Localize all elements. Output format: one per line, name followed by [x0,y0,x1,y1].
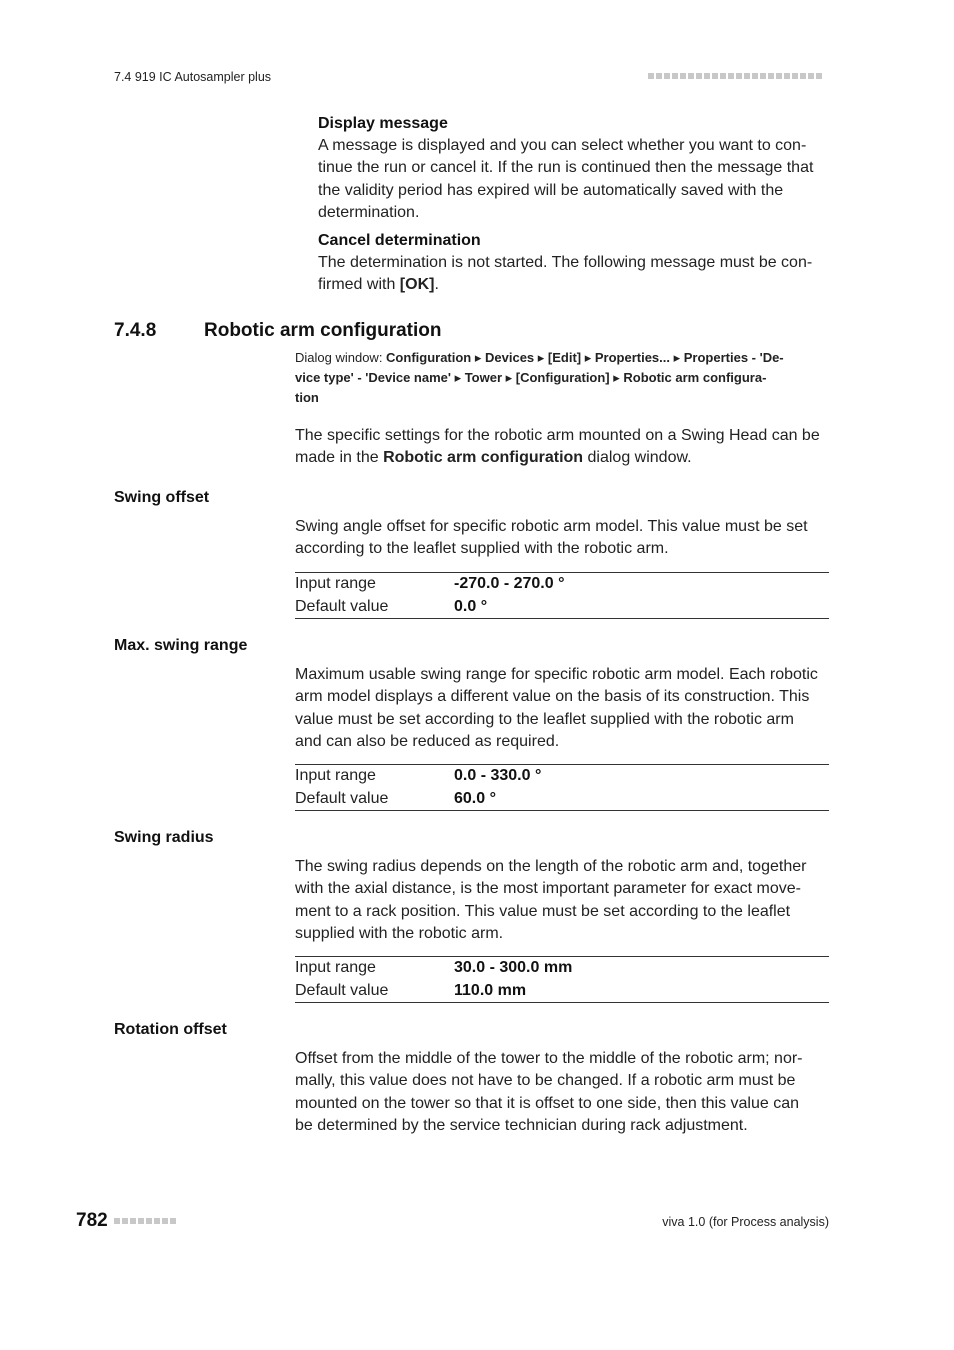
param-desc-line: Maximum usable swing range for specific robotic arm model. Each robotic [295,666,818,683]
param-desc-swing-offset [295,516,829,561]
input-range-row [295,957,829,980]
param-desc-line: The swing radius depends on the length of the robotic arm and, together [295,858,807,875]
text-run: made in the [295,449,384,467]
param-table-max-swing-range [295,764,829,811]
param-desc-line: arm model displays a different value on the basis of its construction. This [295,688,810,706]
input-range-label: Input range [295,959,376,976]
cancel-determination-line [318,274,830,296]
display-message-block [318,112,830,225]
dialog-path-text: vice type' - 'Device name' ▸ Tower ▸ [Configuration] ▸ Robotic arm configura- [295,369,767,385]
param-desc-line: mounted on the tower so that it is offset to one side, then this value can [295,1094,800,1112]
input-range-label: Input range [295,767,376,784]
display-message-line: A message is displayed and you can select whether you want to con- [318,137,807,154]
default-value-label: Default value [295,597,389,615]
cancel-determination-title: Cancel determination [318,232,481,249]
cancel-determination-block [318,229,830,297]
running-header: 7.4 919 IC Autosampler plus [114,70,272,84]
dialog-name-reference: Robotic arm configuration [383,449,584,467]
text-run: . [434,276,439,294]
param-desc-line: supplied with the robotic arm. [295,925,504,943]
text-run: dialog window. [583,449,692,467]
default-value-row [295,788,829,811]
param-desc-line: according to the leaflet supplied with the robotic arm. [295,540,669,558]
input-range-row [295,765,829,788]
dialog-path-text: tion [295,389,319,405]
footer-decoration [114,1218,176,1224]
default-value-row [295,980,829,1003]
param-desc-line: ment to a rack position. This value must be set according to the leaflet [295,902,791,920]
param-title-rotation-offset: Rotation offset [114,1021,227,1038]
default-value-label: Default value [295,981,389,999]
default-value-value: 0.0 ° [454,597,488,615]
footer-product: viva 1.0 (for Process analysis) [662,1215,829,1229]
dialog-path [295,348,829,407]
input-range-value: -270.0 - 270.0 ° [454,575,565,592]
param-desc-line: value must be set according to the leaflet supplied with the robotic arm [295,710,794,728]
dialog-path-line [295,348,829,368]
section-number: 7.4.8 [114,320,157,341]
display-message-title: Display message [318,115,448,132]
param-desc-max-swing-range [295,664,829,754]
default-value-value: 60.0 ° [454,789,496,807]
text-run: firmed with [318,276,400,294]
param-desc-line: with the axial distance, is the most important parameter for exact move- [295,880,801,898]
default-value-row [295,596,829,619]
param-table-swing-radius [295,956,829,1003]
default-value-label: Default value [295,789,389,807]
input-range-value: 30.0 - 300.0 mm [454,959,573,976]
param-desc-rotation-offset [295,1048,829,1138]
display-message-line: tinue the run or cancel it. If the run is continued then the message that [318,159,814,177]
display-message-line: the validity period has expired will be automatically saved with the [318,181,784,199]
param-title-max-swing-range: Max. swing range [114,637,248,654]
section-intro [295,425,829,470]
header-decoration [648,73,822,79]
dialog-path-line [295,388,829,408]
param-table-swing-offset [295,572,829,619]
ok-button-reference: [OK] [399,276,435,294]
page-number: 782 [76,1210,108,1231]
dialog-path-line [295,368,829,388]
param-desc-line: and can also be reduced as required. [295,733,560,751]
param-title-swing-radius: Swing radius [114,829,214,846]
param-desc-line: Swing angle offset for specific robotic arm model. This value must be set [295,518,808,535]
param-desc-line: mally, this value does not have to be changed. If a robotic arm must be [295,1072,796,1090]
param-desc-line: be determined by the service technician during rack adjustment. [295,1117,748,1135]
default-value-value: 110.0 mm [454,981,527,999]
dialog-prefix: Dialog window: [295,350,387,365]
param-desc-line: Offset from the middle of the tower to the middle of the robotic arm; nor- [295,1050,803,1067]
section-intro-line: The specific settings for the robotic arm mounted on a Swing Head can be [295,427,820,444]
param-desc-swing-radius [295,856,829,946]
input-range-value: 0.0 - 330.0 ° [454,767,542,784]
dialog-path-text: Configuration ▸ Devices ▸ [Edit] ▸ Properties... ▸ Properties - 'De- [386,350,784,365]
display-message-line: determination. [318,204,420,222]
section-intro-line [295,447,829,469]
param-title-swing-offset: Swing offset [114,489,210,506]
cancel-determination-line: The determination is not started. The following message must be con- [318,254,813,271]
section-title: Robotic arm configuration [204,320,442,341]
input-range-row [295,573,829,596]
input-range-label: Input range [295,575,376,592]
